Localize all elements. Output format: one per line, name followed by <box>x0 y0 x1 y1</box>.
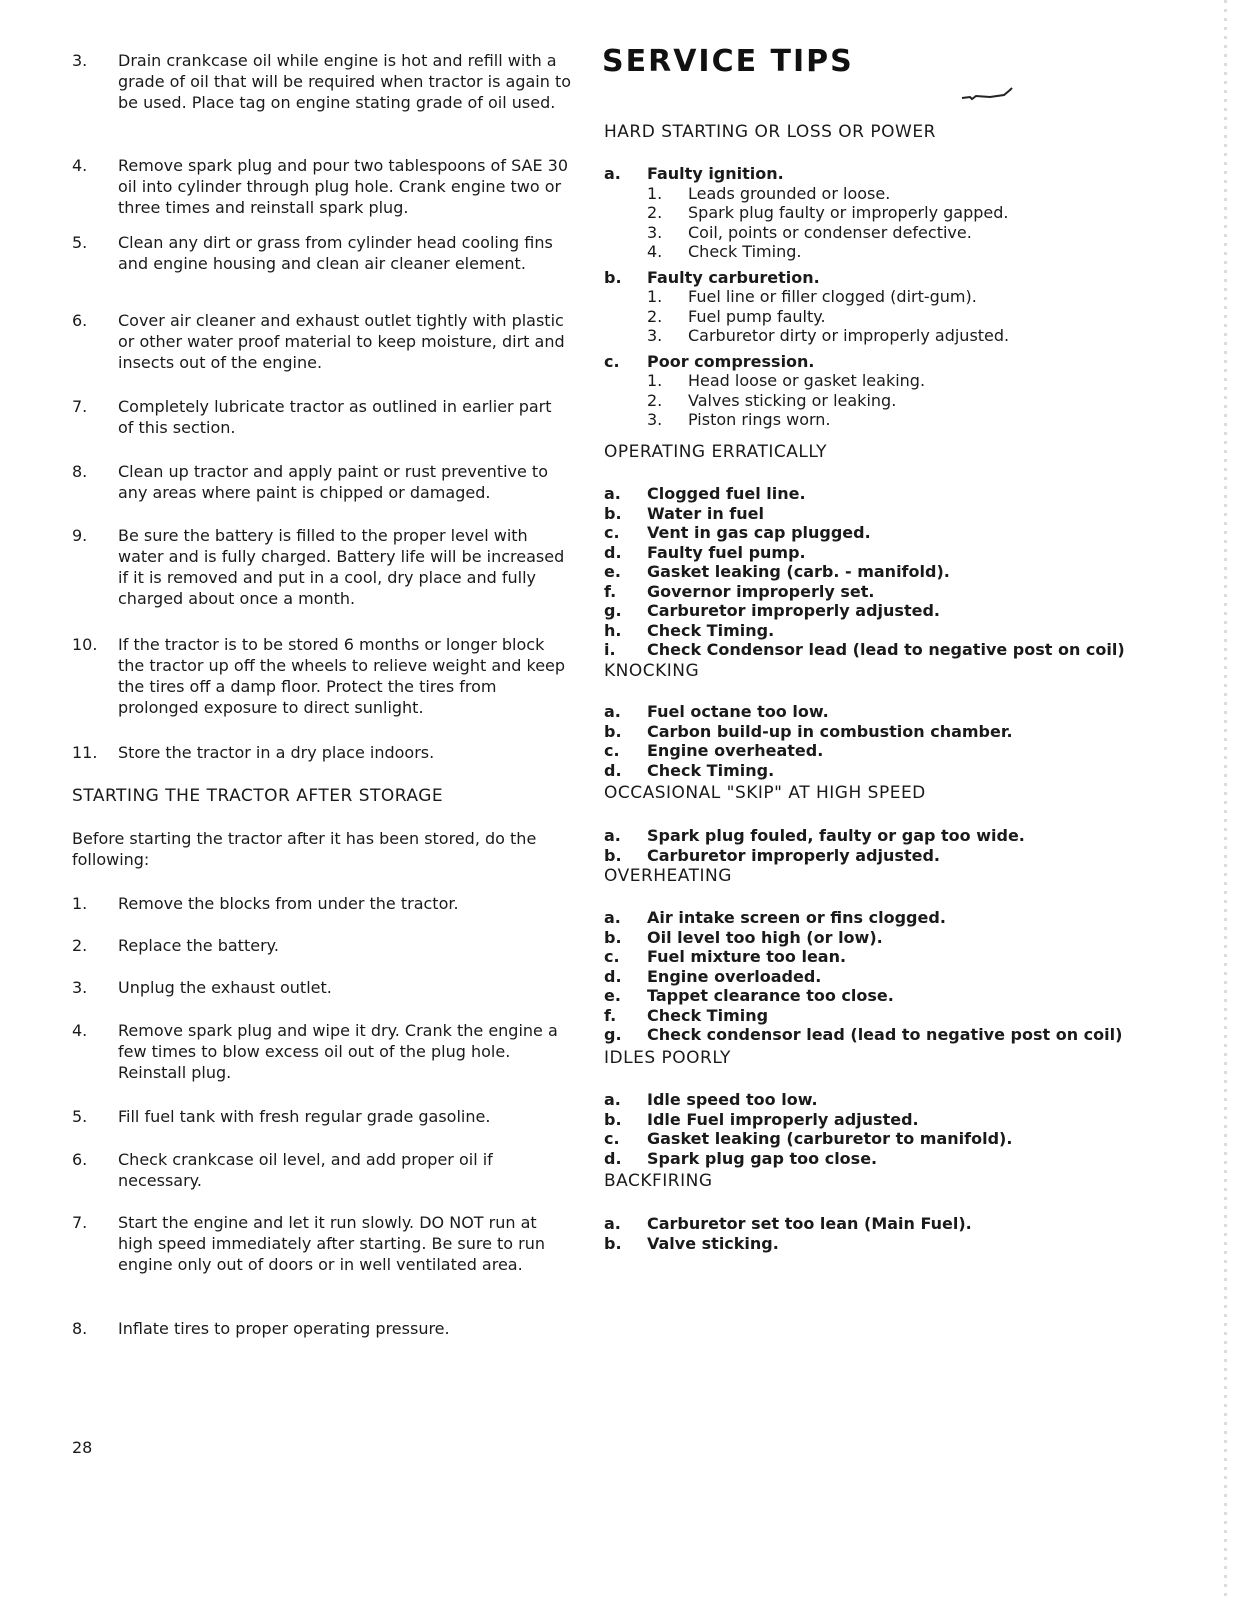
sub-item: 1. Fuel line or filler clogged (dirt-gum). <box>647 287 977 306</box>
list-item: a. Idle speed too low. <box>604 1090 818 1109</box>
sub-item: 3. Carburetor dirty or improperly adjusted. <box>647 326 1010 345</box>
list-item: d. Faulty fuel pump. <box>604 542 806 562</box>
restart-step <box>72 1020 572 1083</box>
list-item: c. Engine overheated. <box>604 741 824 760</box>
step-number: 3. <box>72 51 88 70</box>
page-number: 28 <box>72 1438 93 1457</box>
list-item: b. Water in fuel <box>604 503 764 523</box>
sub-item: 4. Check Timing. <box>647 242 802 261</box>
knocking-list <box>604 702 1204 780</box>
restart-step <box>72 935 572 956</box>
list-item: b. Valve sticking. <box>604 1233 779 1253</box>
list-item: f. Governor improperly set. <box>604 581 875 601</box>
hard-starting-list <box>604 164 1204 430</box>
list-item: g. Check condensor lead (lead to negative post on coil) <box>604 1025 1123 1044</box>
skip-list <box>604 826 1204 865</box>
sub-item: 3. Coil, points or condenser defective. <box>647 222 972 242</box>
storage-step <box>72 310 572 373</box>
storage-step <box>72 232 572 274</box>
list-item: c. Vent in gas cap plugged. <box>604 523 871 542</box>
step-text: Clean any dirt or grass from cylinder head cooling fins and engine housing and clean air cleaner element. <box>118 233 553 273</box>
step-number: 5. <box>72 1107 88 1126</box>
step-number: 10. <box>72 635 98 654</box>
storage-step <box>72 634 572 718</box>
step-number: 4. <box>72 1021 88 1040</box>
section-heading: HARD STARTING OR LOSS OR POWER <box>604 122 936 142</box>
restart-step <box>72 1106 572 1127</box>
step-text: Inflate tires to proper operating pressure. <box>118 1319 450 1338</box>
section-heading: OVERHEATING <box>604 866 732 886</box>
step-number: 2. <box>72 936 88 955</box>
section-heading: OPERATING ERRATICALLY <box>604 442 827 462</box>
storage-step <box>72 155 572 218</box>
list-item: b. Carbon build-up in combustion chamber. <box>604 721 1013 741</box>
restart-step <box>72 977 572 998</box>
sub-item: 2. Valves sticking or leaking. <box>647 390 897 410</box>
step-number: 6. <box>72 311 88 330</box>
list-item: c. Gasket leaking (carburetor to manifold). <box>604 1129 1013 1148</box>
list-item: h. Check Timing. <box>604 620 775 640</box>
page-title: SERVICE TIPS <box>602 44 854 79</box>
list-item: d. Check Timing. <box>604 760 775 780</box>
step-text: Remove the blocks from under the tractor. <box>118 894 459 913</box>
storage-step <box>72 742 572 763</box>
operating-erratically-list <box>604 484 1204 660</box>
restart-step <box>72 893 572 914</box>
list-item: a. Clogged fuel line. <box>604 484 806 503</box>
list-item: a. Fuel octane too low. <box>604 702 829 721</box>
restart-step <box>72 1149 572 1191</box>
list-item: f. Check Timing <box>604 1005 769 1025</box>
step-text: Remove spark plug and pour two tablespoons of SAE 30 oil into cylinder through plug hole. Crank engine two or three times and reinstall spark plug. <box>118 156 569 217</box>
restart-step <box>72 1318 572 1339</box>
restart-step <box>72 1212 572 1275</box>
step-text: Remove spark plug and wipe it dry. Crank the engine a few times to blow excess oil out of the plug hole. Reinstall plug. <box>118 1021 558 1082</box>
list-item: b. Faulty carburetion. <box>604 267 820 287</box>
sub-item: 2. Fuel pump faulty. <box>647 306 826 326</box>
sub-item: 1. Leads grounded or loose. <box>647 183 891 203</box>
section-heading: IDLES POORLY <box>604 1048 731 1068</box>
list-item: c. Fuel mixture too lean. <box>604 947 847 966</box>
step-number: 6. <box>72 1150 88 1169</box>
step-text: Cover air cleaner and exhaust outlet tightly with plastic or other water proof material to keep moisture, dirt and insects out of the engine. <box>118 311 565 372</box>
step-text: Be sure the battery is filled to the proper level with water and is fully charged. Battery life will be increased if it is removed and put in a cool, dry place and fully charged about once a month. <box>118 526 565 608</box>
step-text: Store the tractor in a dry place indoors. <box>118 743 435 762</box>
list-item: b. Oil level too high (or low). <box>604 927 883 947</box>
list-item: a. Air intake screen or fins clogged. <box>604 908 946 927</box>
list-item: d. Spark plug gap too close. <box>604 1148 878 1168</box>
list-item: c. Poor compression. <box>604 351 815 371</box>
list-item: g. Carburetor improperly adjusted. <box>604 601 940 620</box>
pen-mark-icon <box>960 84 1016 104</box>
list-item: a. Carburetor set too lean (Main Fuel). <box>604 1214 972 1233</box>
scan-edge <box>1224 0 1227 1600</box>
step-number: 5. <box>72 233 88 252</box>
list-item: a. Faulty ignition. <box>604 164 784 183</box>
step-text: Completely lubricate tractor as outlined in earlier part of this section. <box>118 397 552 437</box>
list-item: b. Idle Fuel improperly adjusted. <box>604 1109 919 1129</box>
step-text: Unplug the exhaust outlet. <box>118 978 332 997</box>
storage-step <box>72 50 572 113</box>
overheating-list <box>604 908 1204 1045</box>
section-heading: KNOCKING <box>604 661 700 681</box>
sub-item: 1. Head loose or gasket leaking. <box>647 371 926 390</box>
sub-item: 3. Piston rings worn. <box>647 410 831 429</box>
storage-step <box>72 461 572 503</box>
sub-item: 2. Spark plug faulty or improperly gapped. <box>647 203 1009 222</box>
step-text: Check crankcase oil level, and add proper oil if necessary. <box>118 1150 493 1190</box>
list-item: b. Carburetor improperly adjusted. <box>604 845 940 865</box>
storage-step <box>72 525 572 609</box>
section-heading: STARTING THE TRACTOR AFTER STORAGE <box>72 786 444 806</box>
step-number: 1. <box>72 894 88 913</box>
step-text: If the tractor is to be stored 6 months or longer block the tractor up off the wheels to relieve weight and keep the tires off a damp floor. Protect the tires from prolonged exposure to direct sunlight. <box>118 635 566 717</box>
step-text: Drain crankcase oil while engine is hot and refill with a grade of oil that will be required when tractor is again to be used. Place tag on engine stating grade of oil used. <box>118 51 572 112</box>
idles-poorly-list <box>604 1090 1204 1168</box>
storage-step <box>72 396 572 438</box>
list-item: e. Gasket leaking (carb. - manifold). <box>604 562 950 581</box>
list-item: a. Spark plug fouled, faulty or gap too wide. <box>604 826 1025 845</box>
step-number: 8. <box>72 1319 88 1338</box>
section-heading: BACKFIRING <box>604 1171 713 1191</box>
section-heading: OCCASIONAL "SKIP" AT HIGH SPEED <box>604 783 926 803</box>
step-text: Clean up tractor and apply paint or rust preventive to any areas where paint is chipped or damaged. <box>118 462 548 502</box>
step-number: 9. <box>72 526 88 545</box>
backfiring-list <box>604 1214 1204 1253</box>
step-text: Start the engine and let it run slowly. DO NOT run at high speed immediately after starting. Be sure to run engine only out of doors or in well ventilated area. <box>118 1213 546 1274</box>
intro-paragraph: Before starting the tractor after it has been stored, do the following: <box>72 829 537 869</box>
step-text: Replace the battery. <box>118 936 279 955</box>
list-item: e. Tappet clearance too close. <box>604 986 894 1005</box>
list-item: i. Check Condensor lead (lead to negative post on coil) <box>604 640 1125 659</box>
step-number: 4. <box>72 156 88 175</box>
step-number: 11. <box>72 743 98 762</box>
step-text: Fill fuel tank with fresh regular grade gasoline. <box>118 1107 491 1126</box>
list-item: d. Engine overloaded. <box>604 966 822 986</box>
step-number: 3. <box>72 978 88 997</box>
step-number: 7. <box>72 397 88 416</box>
step-number: 8. <box>72 462 88 481</box>
step-number: 7. <box>72 1213 88 1232</box>
